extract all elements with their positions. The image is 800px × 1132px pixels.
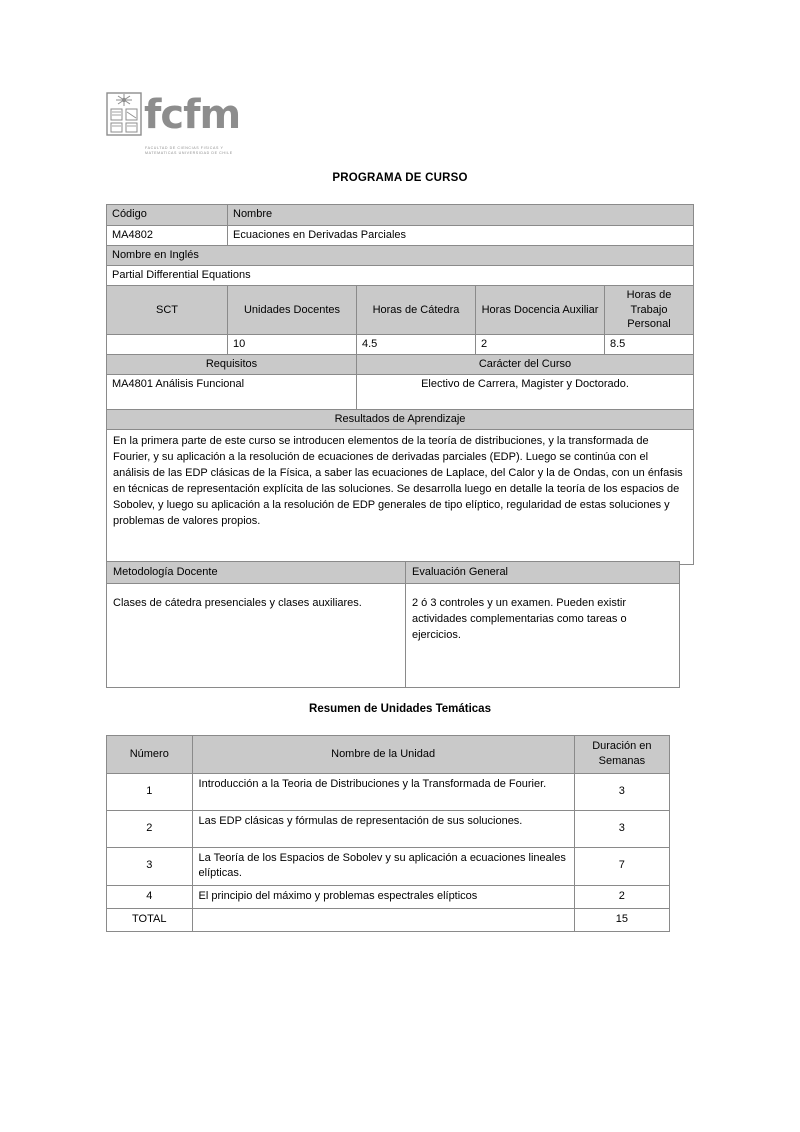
logo-emblem-icon xyxy=(106,92,142,136)
table-row xyxy=(107,246,694,266)
logo-wordmark: fcfm xyxy=(144,92,241,138)
course-info-table xyxy=(106,204,694,565)
units-table xyxy=(106,735,670,932)
total-duracion: 15 xyxy=(574,908,669,931)
logo-subtitle: FACULTAD DE CIENCIAS FISICAS Y MATEMATICAS UNIVERSIDAD DE CHILE xyxy=(145,146,233,156)
unit-duracion: 7 xyxy=(574,847,669,885)
table-row xyxy=(107,354,694,374)
value-codigo: MA4802 xyxy=(107,226,228,246)
header-numero: Número xyxy=(107,736,193,774)
unit-nombre: Introducción a la Teoria de Distribuciones y la Transformada de Fourier. xyxy=(192,773,574,810)
header-nombre-unidad: Nombre de la Unidad xyxy=(192,736,574,774)
label-horas-personal: Horas de Trabajo Personal xyxy=(605,286,694,335)
unit-duracion: 3 xyxy=(574,773,669,810)
header-duracion: Duración en Semanas xyxy=(574,736,669,774)
section-title-unidades: Resumen de Unidades Temáticas xyxy=(309,703,491,715)
faculty-logo xyxy=(106,92,246,170)
table-row xyxy=(107,429,694,564)
methodology-table xyxy=(106,561,680,688)
table-row xyxy=(107,286,694,335)
table-row xyxy=(107,374,694,409)
table-header-row xyxy=(107,736,670,774)
label-nombre-ingles: Nombre en Inglés xyxy=(107,246,694,266)
table-row-total xyxy=(107,908,670,931)
table-row xyxy=(107,810,670,847)
unit-numero: 4 xyxy=(107,885,193,908)
table-row xyxy=(107,266,694,286)
table-row xyxy=(107,773,670,810)
unit-nombre: El principio del máximo y problemas espectrales elípticos xyxy=(192,885,574,908)
unit-nombre: La Teoría de los Espacios de Sobolev y su aplicación a ecuaciones lineales elípticas. xyxy=(192,847,574,885)
value-nombre-ingles: Partial Differential Equations xyxy=(107,266,694,286)
label-horas-catedra: Horas de Cátedra xyxy=(357,286,476,335)
label-unidades-docentes: Unidades Docentes xyxy=(228,286,357,335)
value-resultados: En la primera parte de este curso se introducen elementos de la teoría de distribuciones, y la transformada de Fourier, y su aplicación a la resolución de ecuaciones de derivadas parciales (EDP). Luego se continúa con el análisis de las EDP clásicas de la Física, a saber las ecuaciones de Laplace, del Calor y la de Ondas, con un énfasis en técnicas de representación explícita de las soluciones. Se desarrolla luego en detalle la teoría de los espacios de Sobolev, y luego su aplicación a la resolución de EDP generales de tipo elíptico, regularidad de estas soluciones y problemas de valores propios. xyxy=(107,429,694,564)
unit-duracion: 2 xyxy=(574,885,669,908)
value-horas-auxiliar: 2 xyxy=(476,334,605,354)
label-requisitos: Requisitos xyxy=(107,354,357,374)
value-caracter: Electivo de Carrera, Magister y Doctorado. xyxy=(357,374,694,409)
value-requisitos: MA4801 Análisis Funcional xyxy=(107,374,357,409)
label-caracter: Carácter del Curso xyxy=(357,354,694,374)
label-horas-auxiliar: Horas Docencia Auxiliar xyxy=(476,286,605,335)
table-row xyxy=(107,562,680,584)
table-row xyxy=(107,334,694,354)
label-metodologia: Metodología Docente xyxy=(107,562,406,584)
label-resultados: Resultados de Aprendizaje xyxy=(107,409,694,429)
value-evaluacion: 2 ó 3 controles y un examen. Pueden existir actividades complementarias como tareas o ejercicios. xyxy=(406,583,680,687)
unit-numero: 1 xyxy=(107,773,193,810)
unit-nombre: Las EDP clásicas y fórmulas de representación de sus soluciones. xyxy=(192,810,574,847)
unit-numero: 2 xyxy=(107,810,193,847)
total-label: TOTAL xyxy=(107,908,193,931)
page-title: PROGRAMA DE CURSO xyxy=(332,172,468,184)
label-sct: SCT xyxy=(107,286,228,335)
value-horas-catedra: 4.5 xyxy=(357,334,476,354)
label-evaluacion: Evaluación General xyxy=(406,562,680,584)
table-row xyxy=(107,885,670,908)
table-row xyxy=(107,205,694,226)
value-unidades-docentes: 10 xyxy=(228,334,357,354)
value-metodologia: Clases de cátedra presenciales y clases auxiliares. xyxy=(107,583,406,687)
table-row xyxy=(107,226,694,246)
label-nombre: Nombre xyxy=(228,205,694,226)
table-row xyxy=(107,583,680,687)
total-nombre xyxy=(192,908,574,931)
table-row xyxy=(107,409,694,429)
unit-numero: 3 xyxy=(107,847,193,885)
value-sct xyxy=(107,334,228,354)
value-horas-personal: 8.5 xyxy=(605,334,694,354)
value-nombre: Ecuaciones en Derivadas Parciales xyxy=(228,226,694,246)
label-codigo: Código xyxy=(107,205,228,226)
table-row xyxy=(107,847,670,885)
unit-duracion: 3 xyxy=(574,810,669,847)
